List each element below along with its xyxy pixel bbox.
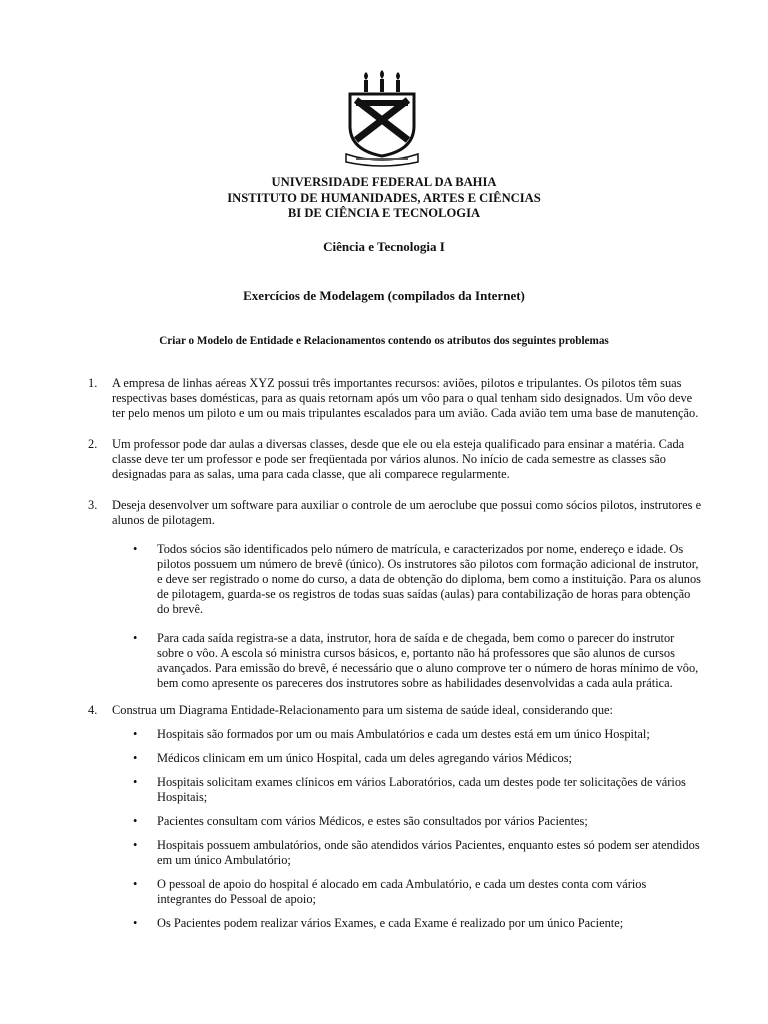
exercise-item-2 [88, 437, 702, 482]
bullet-text: Para cada saída registra-se a data, instrutor, hora de saída e de chegada, bem como o parecer do instrutor sobre o vôo. A escola só ministra cursos básicos, e, portanto não há professores que são alunos de cursos avançados. Para emissão do brevê, é necessário que o aluno comprove ter o número de horas mínimo de vôo, bem como apresente os pareceres dos instrutores sobre as habilidades desenvolvidas a cada aula prática. [157, 631, 699, 690]
bullet-icon: • [133, 751, 138, 765]
bullet-icon: • [133, 775, 138, 789]
bullet-icon: • [133, 877, 138, 891]
exercises-title: Exercícios de Modelagem (compilados da Internet) [243, 288, 525, 303]
item-number: 3. [88, 498, 98, 512]
list-item [112, 775, 702, 805]
bullet-text: O pessoal de apoio do hospital é alocado em cada Ambulatório, e cada um destes conta com vários integrantes do Pessoal de apoio; [157, 877, 647, 906]
exercise-list [88, 376, 702, 947]
bullet-icon: • [133, 631, 138, 645]
list-item [112, 727, 702, 742]
exercise-item-1 [88, 376, 702, 421]
item-text: Deseja desenvolver um software para auxiliar o controle de um aeroclube que possui como sócios pilotos, instrutores e alunos de pilotagem. [112, 498, 702, 527]
instruction-heading: Criar o Modelo de Entidade e Relacionamentos contendo os atributos dos seguintes problemas [159, 335, 609, 347]
item-number: 4. [88, 703, 98, 717]
bullet-icon: • [133, 727, 138, 741]
bullet-text: Hospitais possuem ambulatórios, onde são atendidos vários Pacientes, enquanto estes só podem ser atendidos em um único Ambulatório; [157, 838, 700, 867]
bullet-text: Todos sócios são identificados pelo número de matrícula, e caracterizados por nome, endereço e idade. Os pilotos possuem um número de brevê (único). Os instrutores são pilotos com formação adicional de instrutor, e deve ser registrado o nome do curso, a data de obtenção do diploma, bem como a instituição. Para os alunos de pilotagem, guarda-se os registros de todas suas saídas (aulas) para contabilização de horas para obtenção do brevê. [157, 542, 701, 616]
list-item [112, 542, 702, 617]
university-crest-icon [342, 70, 422, 168]
bullet-icon: • [133, 542, 138, 556]
bullet-text: Pacientes consultam com vários Médicos, e estes são consultados por vários Pacientes; [157, 814, 588, 828]
item-text: Um professor pode dar aulas a diversas classes, desde que ele ou ela esteja qualificado para ensinar a matéria. Cada classe deve ter um professor e pode ser freqüentada por vários alunos. No início de cada semestre as classes são designadas para as salas, uma para cada classe, que ali comparece regularmente. [112, 437, 685, 481]
list-item [112, 877, 702, 907]
bullet-text: Hospitais são formados por um ou mais Ambulatórios e cada um destes está em um único Hospital; [157, 727, 650, 741]
item-text: A empresa de linhas aéreas XYZ possui três importantes recursos: aviões, pilotos e tripulantes. Os pilotos têm suas respectivas bases domésticas, para as quais retornam após um vôo para o qual tenham sido designados. Um vôo deve ter pelo menos um piloto e um ou mais tripulantes escalados para um avião. Cada avião tem uma base de manutenção. [112, 376, 699, 420]
item-number: 2. [88, 437, 98, 451]
list-item [112, 916, 702, 931]
program-name: BI DE CIÊNCIA E TECNOLOGIA [287, 206, 481, 220]
bullet-icon: • [133, 838, 138, 852]
list-item [112, 631, 702, 691]
course-title: Ciência e Tecnologia I [323, 239, 445, 254]
university-name: UNIVERSIDADE FEDERAL DA BAHIA [271, 175, 497, 189]
bullet-icon: • [133, 916, 138, 930]
exercise-item-4 [88, 703, 702, 931]
institute-name: INSTITUTO DE HUMANIDADES, ARTES E CIÊNCIAS [227, 190, 541, 205]
university-header [0, 175, 768, 222]
bullet-list [112, 542, 702, 691]
list-item [112, 751, 702, 766]
item-text: Construa um Diagrama Entidade-Relacionamento para um sistema de saúde ideal, considerando que: [112, 703, 613, 717]
bullet-icon: • [133, 814, 138, 828]
list-item [112, 814, 702, 829]
exercise-item-3 [88, 498, 702, 691]
bullet-text: Hospitais solicitam exames clínicos em vários Laboratórios, cada um destes pode ter solicitações de vários Hospitais; [157, 775, 686, 804]
bullet-text: Médicos clinicam em um único Hospital, cada um deles agregando vários Médicos; [157, 751, 572, 765]
list-item [112, 838, 702, 868]
bullet-text: Os Pacientes podem realizar vários Exames, e cada Exame é realizado por um único Paciente; [157, 916, 624, 930]
item-number: 1. [88, 376, 98, 390]
bullet-list [112, 727, 702, 931]
